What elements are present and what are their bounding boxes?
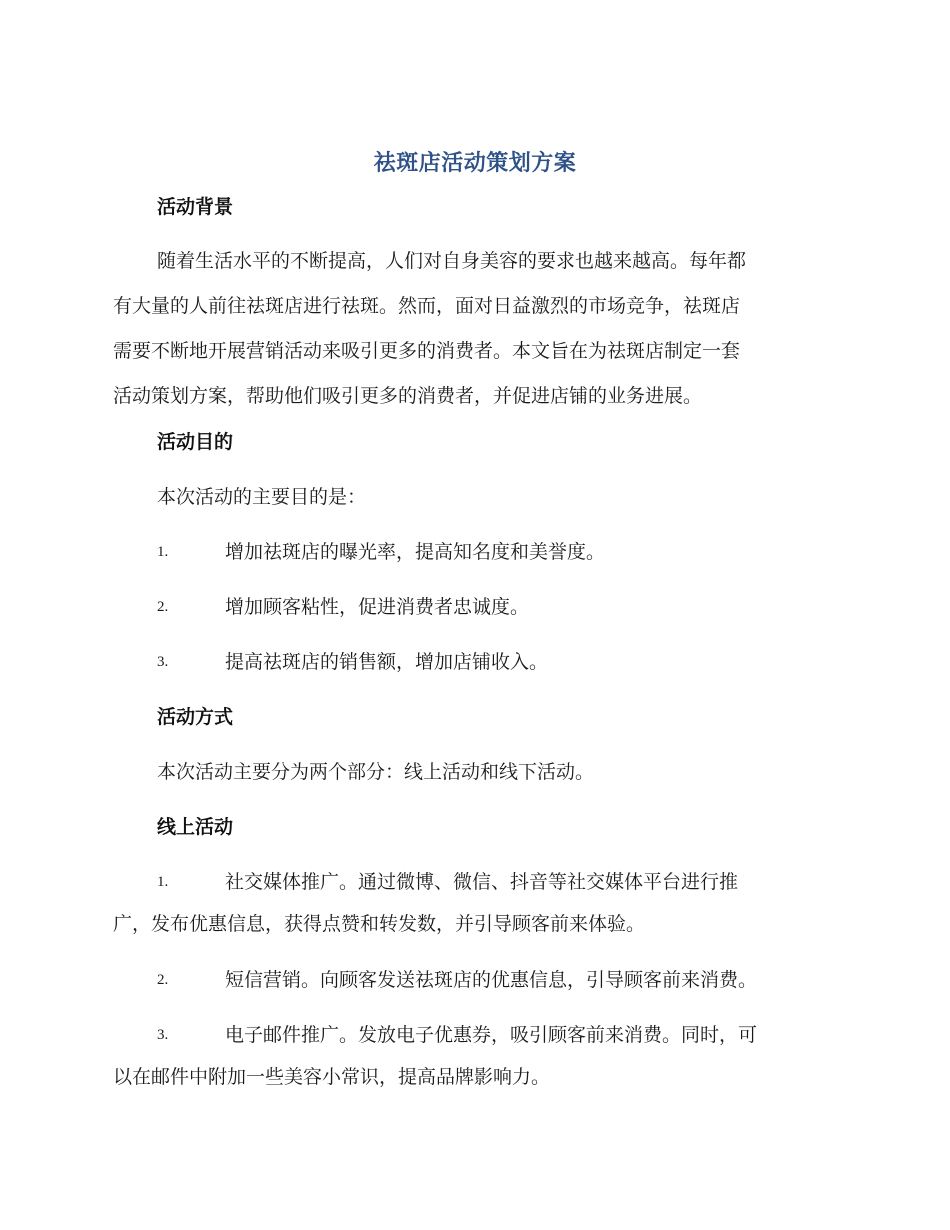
online-item-1 xyxy=(113,861,833,945)
heading-background: 活动背景 xyxy=(157,196,234,218)
online-item-line-1: 社交媒体推广。通过微博、微信、抖音等社交媒体平台进行推 xyxy=(225,871,739,893)
online-item-line-2: 以在邮件中附加一些美容小常识，提高品牌影响力。 xyxy=(113,1066,551,1088)
background-paragraph xyxy=(113,239,833,419)
purpose-item-text: 增加顾客粘性，促进消费者忠诚度。 xyxy=(225,596,530,618)
online-item-2 xyxy=(113,959,833,1001)
purpose-intro: 本次活动的主要目的是： xyxy=(157,486,367,508)
online-item-number: 3. xyxy=(157,1027,169,1043)
purpose-item-text: 提高祛斑店的销售额，增加店铺收入。 xyxy=(225,651,549,673)
document-title: 祛斑店活动策划方案 xyxy=(373,151,577,176)
purpose-item-number: 3. xyxy=(157,654,169,670)
background-line-2: 有大量的人前往祛斑店进行祛斑。然而，面对日益激烈的市场竞争，祛斑店 xyxy=(113,295,741,317)
online-item-3 xyxy=(113,1014,833,1098)
purpose-item-2 xyxy=(113,586,833,628)
background-line-3: 需要不断地开展营销活动来吸引更多的消费者。本文旨在为祛斑店制定一套 xyxy=(113,340,741,362)
background-line-4: 活动策划方案，帮助他们吸引更多的消费者，并促进店铺的业务进展。 xyxy=(113,385,703,407)
online-item-number: 1. xyxy=(157,874,169,890)
purpose-item-number: 2. xyxy=(157,599,169,615)
online-item-line-2: 广，发布优惠信息，获得点赞和转发数，并引导顾客前来体验。 xyxy=(113,913,646,935)
online-item-number: 2. xyxy=(157,972,169,988)
purpose-item-number: 1. xyxy=(157,544,169,560)
heading-online: 线上活动 xyxy=(157,816,234,838)
purpose-item-text: 增加祛斑店的曝光率，提高知名度和美誉度。 xyxy=(225,541,606,563)
background-line-1: 随着生活水平的不断提高，人们对自身美容的要求也越来越高。每年都 xyxy=(157,250,747,272)
method-intro: 本次活动主要分为两个部分：线上活动和线下活动。 xyxy=(157,761,595,783)
online-item-line-1: 短信营销。向顾客发送祛斑店的优惠信息，引导顾客前来消费。 xyxy=(225,969,758,991)
purpose-item-3 xyxy=(113,641,833,683)
online-item-line-1: 电子邮件推广。发放电子优惠券，吸引顾客前来消费。同时，可 xyxy=(225,1024,758,1046)
purpose-item-1 xyxy=(113,531,833,573)
heading-purpose: 活动目的 xyxy=(157,431,234,453)
heading-method: 活动方式 xyxy=(157,706,234,728)
